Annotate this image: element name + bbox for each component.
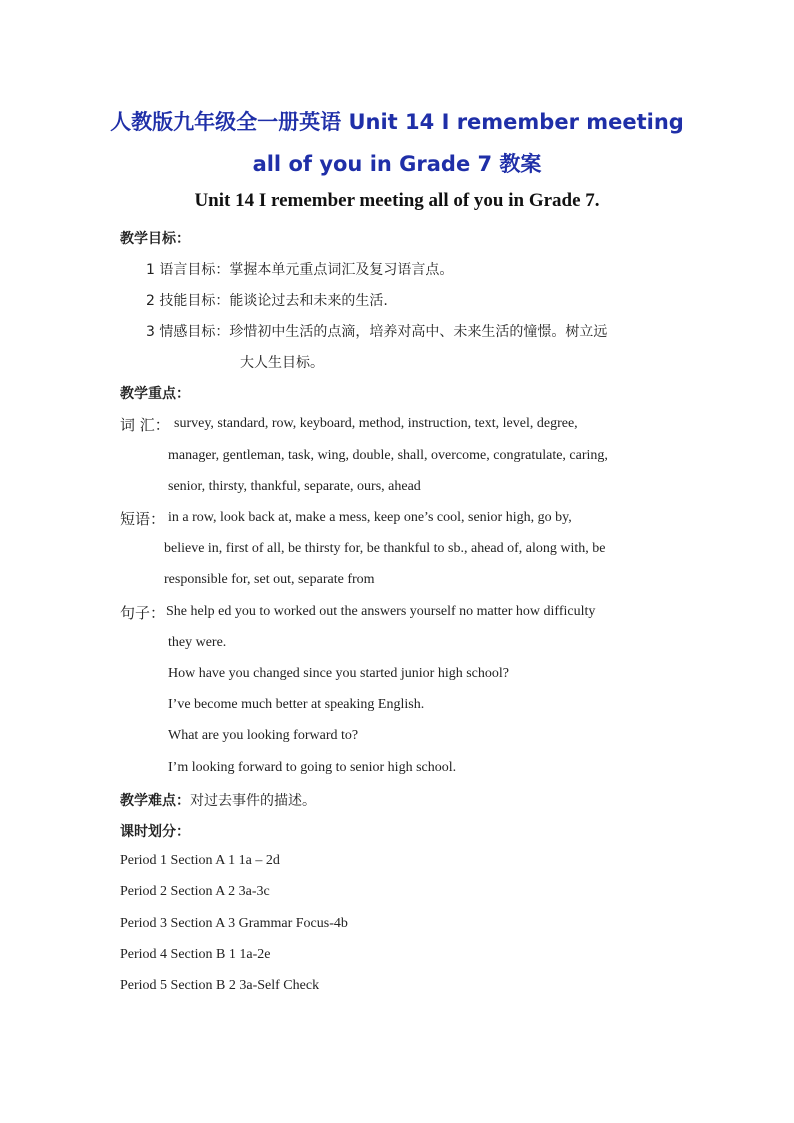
sentence-line: they were. [168,635,227,650]
unit-subtitle: Unit 14 I remember meeting all of you in Grade 7. [194,190,600,211]
period-item: Period 1 Section A 1 1a – 2d [120,853,280,868]
difficulty-text: 对过去事件的描述。 [190,793,316,809]
period-item: Period 3 Section A 3 Grammar Focus-4b [120,916,348,931]
vocabulary-line: manager, gentleman, task, wing, double, shall, overcome, congratulate, caring, [168,448,608,463]
vocabulary-label: 词 汇： [120,416,170,434]
phrases-line: believe in, first of all, be thirsty for, be thankful to sb., ahead of, along with, be [164,541,606,556]
period-item: Period 4 Section B 1 1a-2e [120,947,271,962]
difficulty-row [120,790,316,810]
schedule-heading: 课时划分： [120,824,190,840]
sentence-line: What are you looking forward to? [168,728,359,743]
phrases-label: 短语： [120,510,166,528]
document-title-line-1: 人教版九年级全一册英语 Unit 14 I remember meeting [110,110,684,134]
objective-item: 2 技能目标：能谈论过去和未来的生活. [146,293,388,309]
objectives-heading: 教学目标： [120,231,190,247]
sentence-line: I’ve become much better at speaking English. [168,697,425,712]
objective-item: 1 语言目标：掌握本单元重点词汇及复习语言点。 [146,262,454,278]
sentence-line: She help ed you to worked out the answers yourself no matter how difficulty [166,604,596,619]
sentence-line: How have you changed since you started junior high school? [168,666,509,681]
period-item: Period 5 Section B 2 3a-Self Check [120,978,320,993]
vocabulary-line: survey, standard, row, keyboard, method, instruction, text, level, degree, [174,416,578,431]
sentence-line: I’m looking forward to going to senior high school. [168,760,457,775]
phrases-line: responsible for, set out, separate from [164,572,375,587]
period-item: Period 2 Section A 2 3a-3c [120,884,270,899]
difficulty-heading: 教学难点： [120,793,190,809]
phrases-line: in a row, look back at, make a mess, keep one’s cool, senior high, go by, [168,510,572,525]
sentences-label: 句子： [120,604,166,622]
objective-item: 3 情感目标：珍惜初中生活的点滴，培养对高中、未来生活的憧憬。树立远 [146,324,608,340]
key-points-heading: 教学重点： [120,386,190,402]
objective-item-continuation: 大人生目标。 [240,355,324,371]
document-title-line-2: all of you in Grade 7 教案 [252,152,542,176]
vocabulary-line: senior, thirsty, thankful, separate, ours, ahead [168,479,421,494]
